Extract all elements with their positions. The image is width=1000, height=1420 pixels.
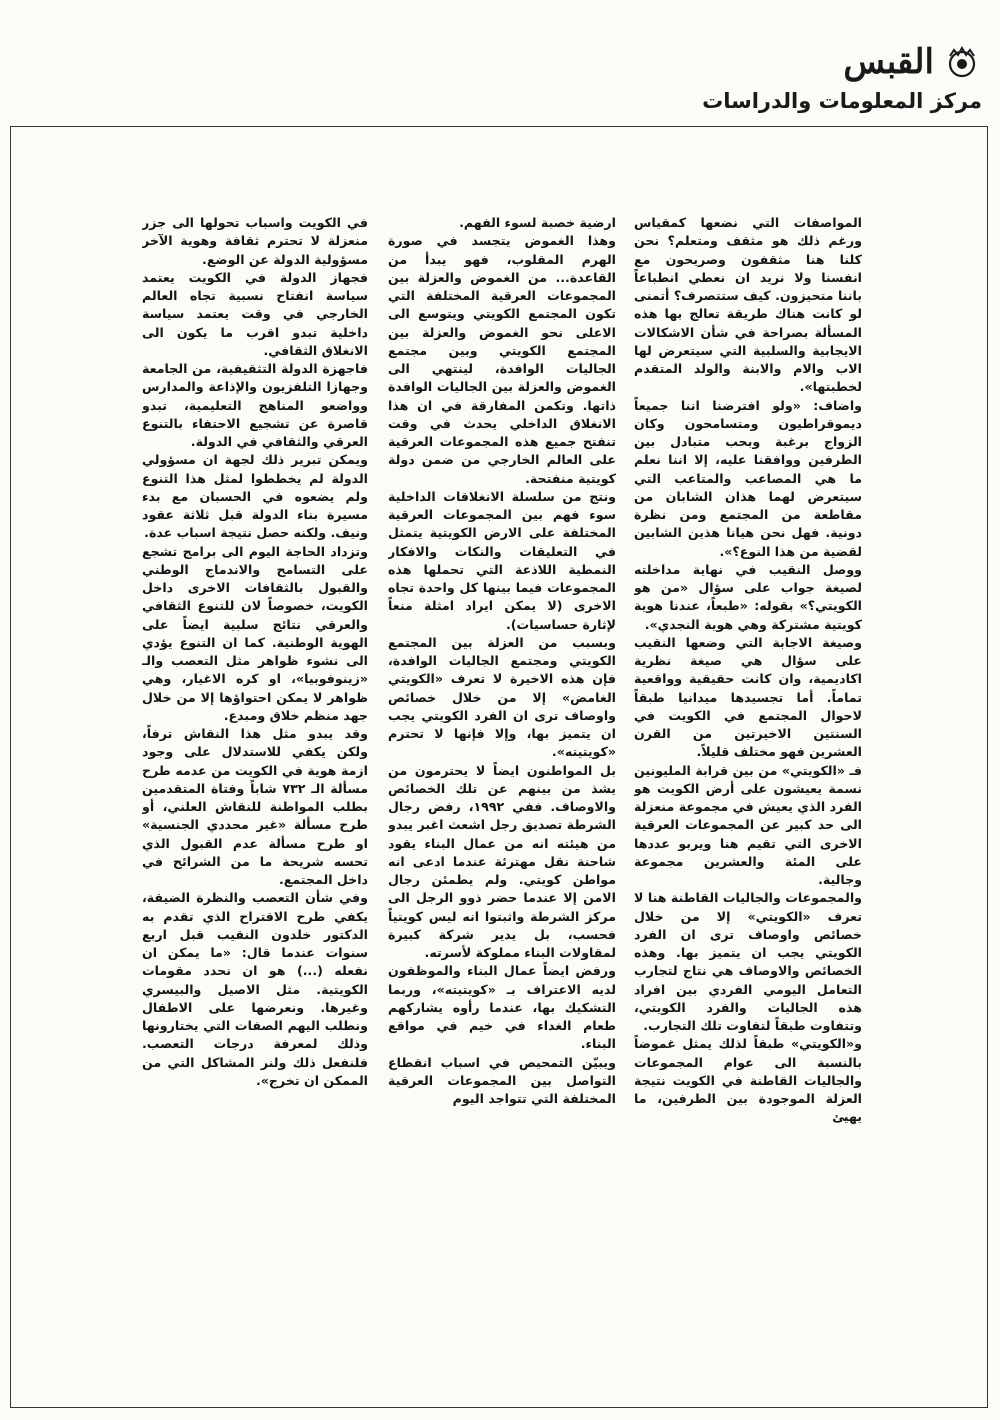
article-column-2 xyxy=(388,214,616,1280)
paragraph: ويبيّن التمحيص في اسباب انقطاع التواصل بين المجموعات العرقية المختلفة التي تتواجد اليوم xyxy=(388,1054,616,1106)
paragraph: وفي شأن التعصب والنظرة الضيقة، يكفي طرح الاقتراح الذي تقدم به الدكتور خلدون النقيب قبل اربع سنوات عندما قال: «ما يمكن ان نفعله (...) هو ان نحدد مقومات الكويتية. مثل الاصيل والبيسري وغيرها. ونعرضها على الاطفال ونطلب اليهم الصفات التي يختارونها وذلك لمعرفة درجات التعصب. فلنفعل ذلك ولنر المشاكل التي من الممكن ان تخرج». xyxy=(142,890,368,1088)
paragraph: ورفض ايضاً عمال البناء والموظفون لديه الاعتراف بـ «كويتيته»، وربما التشكيك بها، عندما رأوه يشاركهم طعام الغداء في خيم في مواقع البناء. xyxy=(388,963,616,1052)
alqabas-emblem-icon xyxy=(942,42,982,82)
paragraph: و«الكويتي» طبقاً لذلك يمثل غموضاً بالنسبة الى عوام المجموعات والجاليات القاطنة في الكويت نتيجة العزلة الموجودة بين الطرفين، ما يهيئ xyxy=(634,1036,862,1125)
paragraph: ووصل النقيب في نهاية مداخلته لصيغة جواب على سؤال «من هو الكويتي؟» بقوله: «طبعاً، عندنا هوية كويتية مشتركة وهي هوية النجدي». xyxy=(634,561,862,632)
center-name: مركز المعلومات والدراسات xyxy=(702,89,982,113)
paragraph: واضاف: «ولو افترضنا اننا جميعاً ديموقراطيون ومتسامحون وكان الزواج برغبة وبحب متبادل بين الطرفين ووافقنا عليه، إلا اننا نعلم ما هي المصاعب والمتاعب التي سيتعرض لهما هذان الشابان من مقاطعة من المجتمع ومن نظرة دونية. فهل نحن هيانا هذين الشابين لقضية من هذا النوع؟». xyxy=(634,397,862,559)
paragraph: وهذا الغموض يتجسد في صورة الهرم المقلوب، فهو يبدأ من القاعدة... من الغموض والعزلة بين المجموعات العرقية المختلفة التي تكون المجتمع الكويتي ويتوسع الى الاعلى نحو الغموض والعزلة بين المجتمع الكويتي وبين مجتمع الجاليات الوافدة، لينتهي الى الغموض والعزلة بين الجاليات الوافدة ذاتها. وتكمن المفارقة في ان هذا الانغلاق الداخلي يحدث في وقت تنفتح جميع هذه المجموعات العرقية على العالم الخارجي من ضمن دولة كويتية منفتحة. xyxy=(388,233,616,486)
paragraph: ارضية خصبة لسوء الفهم. xyxy=(459,215,616,230)
paragraph: ونتج من سلسلة الانغلاقات الداخلية سوء فهم بين المجموعات العرقية المختلفة على الارض الكويتية يتمثل في التعليقات والنكات والافكار النمطية اللاذعة التي تحملها هذه المجموعات فيما بينها كل واحدة تجاه الاخرى (لا يمكن ايراد امثلة منعاً لإثارة حساسيات). xyxy=(388,488,616,632)
paragraph: فـ «الكويتي» من بين قرابة المليونين نسمة يعيشون على أرض الكويت هو الفرد الذي يعيش في مجموعة منعزلة الى حد كبير عن المجموعات العرقية الاخرى التي تقيم هنا ويربو عددها على المئة والعشرين مجموعة وجالية. xyxy=(634,762,862,887)
paragraph: فجهاز الدولة في الكويت يعتمد سياسة انفتاح نسبية تجاه العالم الخارجي في وقت يعتمد سياسة داخلية تبدو اقرب ما يكون الى الانغلاق الثقافي. xyxy=(142,269,368,358)
newspaper-header xyxy=(682,40,982,120)
article-column-3 xyxy=(142,214,368,1280)
paragraph: بل المواطنون ايضاً لا يحترمون من يشذ من بينهم عن تلك الخصائص والاوصاف. ففي ١٩٩٢، رفض رجال الشرطة تصديق رجل اشعث اغبر يبدو من هيئته انه من عمال البناء يقود شاحنة نقل مهترئة عندما ادعى انه مواطن كويتي. ولم يطمئن رجال الامن إلا عندما حضر ذوو الرجل الى مركز الشرطة واثبتوا انه ليس كويتياً فحسب، بل يدير شركة كبيرة لمقاولات البناء مملوكة لأسرته. xyxy=(388,762,616,960)
newspaper-logo: القبس xyxy=(843,42,934,82)
paragraph: وقد يبدو مثل هذا النقاش ترفاً، ولكن يكفي للاستدلال على وجود ازمة هوية في الكويت من عدمه طرح مسألة الـ ٧٣٢ شاباً وفتاة المتقدمين بطلب المواطنة للنقاش العلني، أو طرح مسألة «غير محددي الجنسية» او طرح مسألة عدم القبول الذي تحسه شريحة ما من الشرائح في داخل المجتمع. xyxy=(142,726,368,887)
logo-row xyxy=(682,40,982,84)
paragraph: وبسبب من العزلة بين المجتمع الكويتي ومجتمع الجاليات الوافدة، فإن هذه الاخيرة لا تعرف «الكويتي الغامض» إلا من خلال خصائص واوصاف ترى ان الفرد الكويتي يجب ان يتميز بها، وإلا فإنها لا تحترم «كويتيته». xyxy=(388,634,616,760)
paragraph: ويمكن تبرير ذلك لجهة ان مسؤولي الدولة لم يخططوا لمثل هذا التنوع ولم يضعوه في الحسبان مع بدء مسيرة بناء الدولة قبل ثلاثة عقود ونيف. ولكنه حصل نتيجة اسباب عدة. xyxy=(142,452,368,541)
paragraph: وتزداد الحاجة اليوم الى برامج تشجع على التسامح والاندماج الوطني والقبول بالثقافات الاخرى داخل الكويت، خصوصاً لان للتنوع الثقافي والعرقي نتائج سلبية ايضاً على الهوية الوطنية. كما ان التنوع يؤدي الى نشوء ظواهر مثل التعصب والـ «زينوفوبيا»، او كره الاغيار، وهي ظواهر لا يمكن احتواؤها إلا من خلال جهد منظم خلاق ومبدع. xyxy=(142,543,368,723)
paragraph: المواصفات التي نضعها كمقياس ورغم ذلك هو مثقف ومتعلم؟ نحن كلنا هنا مثقفون وصريحون مع انفسنا ولا نريد ان نعطي انطباعاً باننا متحيزون. كيف ستتصرف؟ أتمنى لو كانت هناك طريقة تعالج بها هذه المسألة بصراحة في شأن الاشكالات الايجابية والسلبية التي سيتعرض لها الاب والام والابنة والولد المتقدم لخطبتها». xyxy=(634,215,862,395)
paragraph: في الكويت واسباب تحولها الى جزر منعزلة لا تحترم ثقافة وهوية الآخر مسؤولية الدولة عن الوضع. xyxy=(142,215,368,267)
paragraph: والمجموعات والجاليات القاطنة هنا لا تعرف «الكويتي» إلا من خلال خصائص واوصاف ترى ان الفرد الكويتي يجب ان يتميز بها. وهذه الخصائص والاوصاف هي نتاج لتجارب التعامل اليومي الفردي بين افراد هذه الجاليات والفرد الكويتي، وتتفاوت طبقاً لتفاوت تلك التجارب. xyxy=(634,890,862,1033)
paragraph: وصيغة الاجابة التي وضعها النقيب على سؤال هي صيغة نظرية اكاديمية، وان كانت حقيقية وواقعية تماماً. أما تجسيدها ميدانيا طبقاً لاحوال المجتمع في الكويت في السنتين الاخيرتين من القرن العشرين فهو مختلف قليلاً. xyxy=(634,634,862,760)
paragraph: فاجهزة الدولة التثقيفية، من الجامعة وجهازا التلفزيون والإذاعة والمدارس وواضعو المناهج التعليمية، تبدو قاصرة عن تشجيع الاحتفاء بالتنوع العرقي والثقافي في الدولة. xyxy=(142,361,368,449)
article-column-1 xyxy=(634,214,862,1280)
